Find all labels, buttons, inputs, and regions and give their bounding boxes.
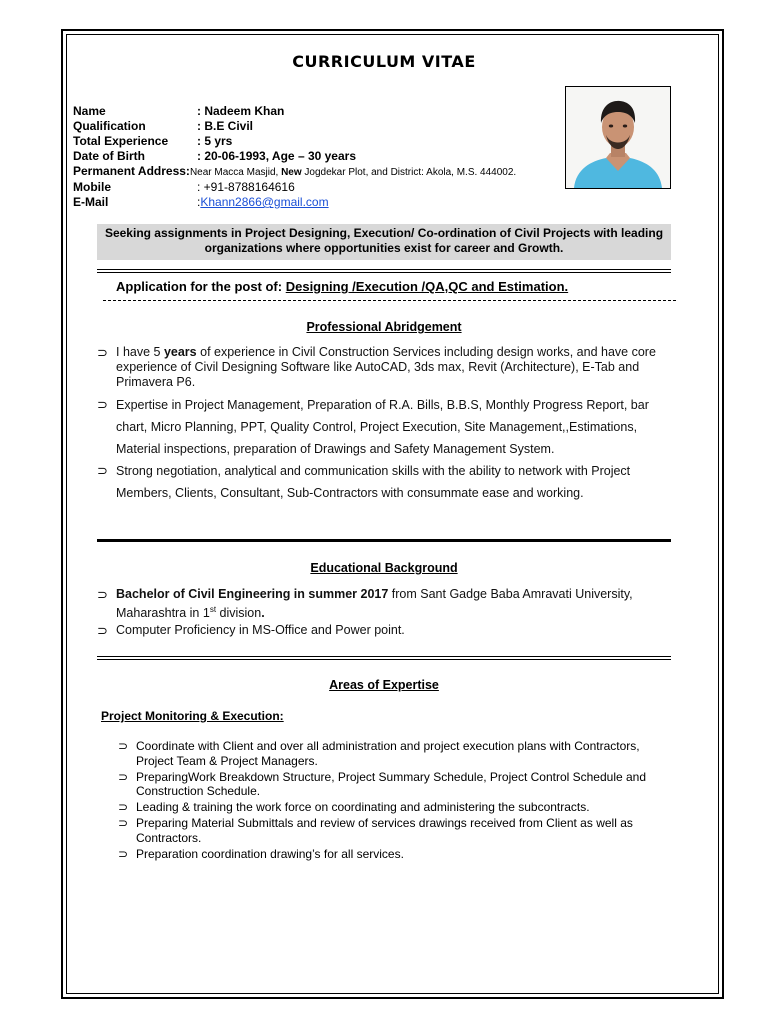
arrow-bullet-icon: ⊃	[97, 463, 108, 478]
address-label: Permanent Address:	[73, 164, 190, 178]
arrow-bullet-icon: ⊃	[118, 846, 129, 861]
arrow-bullet-icon: ⊃	[97, 397, 108, 412]
address-value	[190, 165, 516, 180]
education-heading: Educational Background	[310, 561, 458, 575]
professional-heading: Professional Abridgement	[306, 320, 462, 334]
mobile-value: : +91-8788164616	[197, 180, 295, 194]
experience-value: : 5 yrs	[197, 134, 233, 148]
education-list	[97, 587, 672, 638]
item-text-part: division	[216, 606, 262, 621]
mobile-row	[73, 180, 516, 195]
dob-row	[73, 149, 516, 164]
list-item-text: Computer Proficiency in MS-Office and Power point.	[116, 623, 405, 638]
item-text-part: from Sant Gadge Baba Amravati University, Maharashtra in 1	[116, 587, 633, 621]
name-row	[73, 104, 516, 119]
experience-label: Total Experience	[73, 134, 169, 148]
list-item	[118, 816, 678, 845]
list-item-text	[116, 587, 672, 621]
arrow-bullet-icon: ⊃	[118, 816, 129, 830]
dashed-divider	[103, 300, 676, 301]
list-item	[97, 460, 681, 504]
name-label: Name	[73, 104, 106, 118]
list-item-text	[116, 345, 681, 390]
personal-details	[73, 104, 516, 210]
email-prefix: :	[197, 195, 201, 209]
application-post: Designing /Execution /QA,QC and Estimation.	[285, 279, 569, 294]
arrow-bullet-icon: ⊃	[97, 587, 108, 602]
item-text-bold: .	[261, 606, 265, 621]
list-item-text: Coordinate with Client and over all administration and project execution plans with Contractors, Project Team & Project Managers.	[136, 739, 640, 768]
address-part1: Near Macca Masjid,	[189, 167, 282, 178]
divider-expertise	[97, 656, 671, 660]
email-link[interactable]: Khann2866@gmail.com	[200, 195, 329, 209]
list-item	[118, 800, 678, 815]
item-text-part: of experience in Civil Construction Services including design works, and have core experience of Civil Designing Software like AutoCAD, 3ds max, Revit (Architecture), E-Tab and Primavera P6.	[116, 345, 656, 389]
experience-row	[73, 134, 516, 149]
qualification-value: : B.E Civil	[197, 119, 254, 133]
objective-box: Seeking assignments in Project Designing, Execution/ Co-ordination of Civil Projects with leading organizations where opportunities exist for career and Growth.	[97, 224, 671, 260]
list-item	[118, 847, 678, 862]
list-item	[97, 345, 681, 390]
professional-list	[97, 345, 681, 504]
divider-top	[97, 269, 671, 273]
mobile-label: Mobile	[73, 180, 111, 194]
arrow-bullet-icon: ⊃	[97, 623, 108, 639]
arrow-bullet-icon: ⊃	[118, 769, 129, 784]
list-item	[118, 770, 678, 799]
arrow-bullet-icon: ⊃	[118, 739, 129, 753]
divider-education	[97, 539, 671, 542]
name-value: : Nadeem Khan	[197, 104, 285, 118]
list-item	[97, 623, 672, 638]
email-label: E-Mail	[73, 195, 109, 209]
list-item-text: Strong negotiation, analytical and communication skills with the ability to network with Project Members, Clients, Consultant, Sub-Contractors with consummate ease and working.	[116, 464, 631, 500]
list-item-text: PreparingWork Breakdown Structure, Project Summary Schedule, Project Control Schedule and Construction Schedule.	[136, 769, 647, 798]
qualification-row	[73, 119, 516, 134]
person-photo-icon	[566, 87, 670, 188]
address-part2: Jogdekar Plot, and District: Akola, M.S. 444002.	[301, 167, 517, 178]
list-item	[118, 739, 678, 768]
list-item	[97, 587, 672, 621]
application-prefix: Application for the post of:	[116, 279, 286, 294]
list-item	[97, 394, 681, 460]
list-item-text: Preparation coordination drawing’s for all services.	[136, 846, 404, 861]
arrow-bullet-icon: ⊃	[97, 345, 108, 360]
email-row	[73, 195, 516, 210]
list-item-text: Preparing Material Submittals and review of services drawings received from Client as well as Contractors.	[136, 816, 633, 845]
page-title: CURRICULUM VITAE	[292, 52, 476, 71]
arrow-bullet-icon: ⊃	[118, 800, 129, 814]
expertise-subheading: Project Monitoring & Execution:	[101, 709, 284, 723]
list-item-text: Leading & training the work force on coordinating and administering the subcontracts.	[136, 800, 590, 814]
dob-label: Date of Birth	[73, 149, 145, 163]
profile-photo	[565, 86, 671, 189]
expertise-heading: Areas of Expertise	[329, 678, 439, 692]
item-text-bold: Bachelor of Civil Engineering in summer 2017	[116, 587, 389, 601]
address-new: New	[281, 167, 302, 178]
application-line	[116, 279, 568, 294]
item-text-sup: st	[209, 605, 217, 614]
dob-value: : 20-06-1993, Age – 30 years	[197, 149, 356, 163]
list-item-text: Expertise in Project Management, Preparation of R.A. Bills, B.B.S, Monthly Progress Report, bar chart, Micro Planning, PPT, Quality Control, Project Execution, Site Management,,Estimations, Material inspections, preparation of Drawings and Safety Management System.	[116, 398, 649, 456]
qualification-label: Qualification	[73, 119, 146, 133]
expertise-list	[118, 739, 678, 863]
item-text-bold: years	[163, 345, 197, 359]
item-text-part: I have 5	[116, 345, 164, 359]
address-row	[73, 164, 516, 180]
